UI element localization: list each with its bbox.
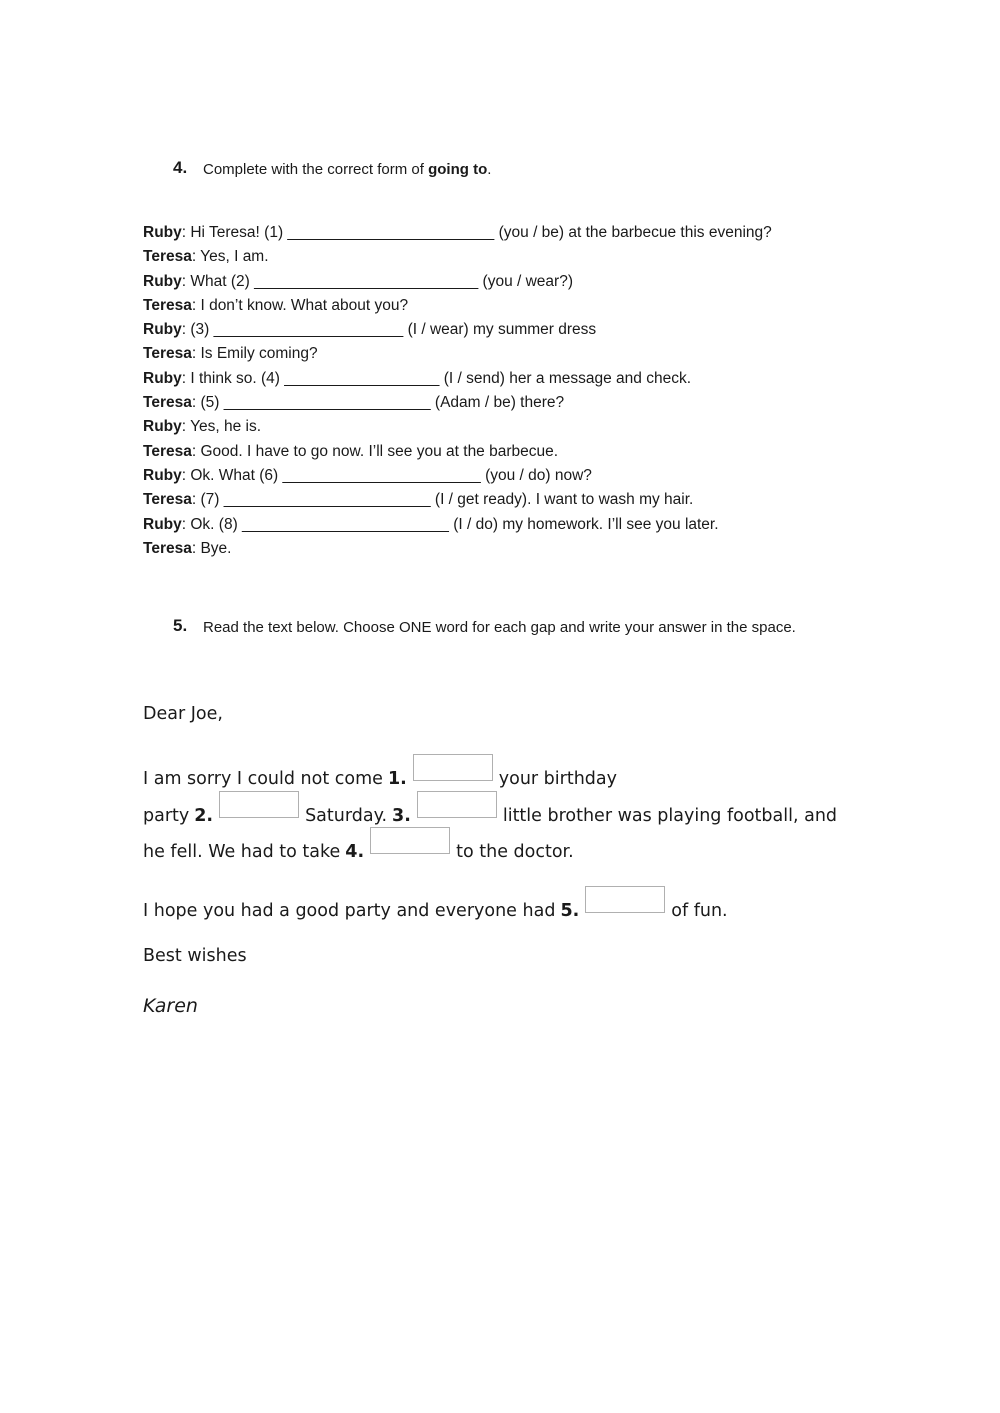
speaker: Teresa <box>143 296 192 314</box>
line-text: : Good. I have to go now. I’ll see you at the barbecue. <box>191 442 559 460</box>
speaker: Teresa <box>143 539 192 557</box>
dialogue-line <box>143 245 903 269</box>
speaker: Ruby <box>143 224 182 241</box>
speaker: Ruby <box>143 418 182 436</box>
dialogue-line <box>143 415 903 439</box>
letter-line-4 <box>143 886 728 921</box>
line-text: : I don’t know. What about you? <box>191 296 409 314</box>
gap-number: 4. <box>345 842 365 862</box>
dialogue-line <box>143 488 903 512</box>
dialogue-line <box>143 221 903 245</box>
speaker: Ruby <box>143 272 182 290</box>
line-text: : Yes, he is. <box>181 418 262 436</box>
gap-input-2[interactable] <box>219 791 299 818</box>
letter-text: to the doctor. <box>456 842 574 862</box>
line-text: : Ok. What (6) _______________________ (you / do) now? <box>181 466 592 484</box>
dialogue-line <box>143 464 903 488</box>
line-text: : (7) ________________________ (I / get ready). I want to wash my hair. <box>191 491 694 509</box>
speaker: Teresa <box>143 442 192 460</box>
question-5-header <box>173 616 833 639</box>
gap-input-5[interactable] <box>585 886 665 913</box>
instruction-text: Complete with the correct form of <box>203 161 429 178</box>
dialogue-line <box>143 513 903 537</box>
line-text: : Hi Teresa! (1) ________________________ (you / be) at the barbecue this evening? <box>181 224 772 241</box>
speaker: Ruby <box>143 321 182 339</box>
line-text: : What (2) __________________________ (you / wear?) <box>181 272 573 290</box>
letter-greeting: Dear Joe, <box>143 704 223 724</box>
gap-number: 1. <box>387 769 407 789</box>
gap-number: 5. <box>560 901 580 921</box>
question-instruction <box>203 158 491 181</box>
line-text: : (5) ________________________ (Adam / be) there? <box>191 394 565 412</box>
speaker: Teresa <box>143 491 192 509</box>
dialogue-line <box>143 270 903 294</box>
question-number: 5. <box>173 616 188 635</box>
letter-signature: Karen <box>143 995 198 1017</box>
speaker: Ruby <box>143 515 182 533</box>
gap-input-1[interactable] <box>413 754 493 781</box>
dialogue-line <box>143 342 903 366</box>
dialogue-line <box>143 391 903 415</box>
question-number: 4. <box>173 158 188 177</box>
dialogue-line <box>143 367 903 391</box>
letter-text: he fell. We had to take <box>143 842 341 862</box>
line-text: : (3) ______________________ (I / wear) my summer dress <box>181 321 597 339</box>
dialogue <box>143 221 903 561</box>
speaker: Teresa <box>143 394 192 412</box>
line-text: : Bye. <box>191 539 232 557</box>
dialogue-line <box>143 537 903 561</box>
speaker: Teresa <box>143 345 192 363</box>
letter-closing: Best wishes <box>143 946 247 966</box>
letter-text: of fun. <box>671 901 728 921</box>
line-text: : Ok. (8) ________________________ (I / do) my homework. I’ll see you later. <box>181 515 719 533</box>
letter-text: party <box>143 806 190 826</box>
letter-line-1 <box>143 754 617 789</box>
letter-line-3 <box>143 827 574 862</box>
line-text: : Is Emily coming? <box>191 345 318 363</box>
gap-input-4[interactable] <box>370 827 450 854</box>
dialogue-line <box>143 440 903 464</box>
gap-input-3[interactable] <box>417 791 497 818</box>
letter-line-2 <box>143 791 837 826</box>
letter-text: I am sorry I could not come <box>143 769 383 789</box>
letter-text: I hope you had a good party and everyone had <box>143 901 556 921</box>
question-4-header <box>173 158 491 181</box>
question-instruction: Read the text below. Choose ONE word for each gap and write your answer in the space. <box>203 619 796 636</box>
speaker: Ruby <box>143 369 182 387</box>
line-text: : Yes, I am. <box>191 248 269 266</box>
instruction-bold: going to <box>428 161 488 178</box>
line-text: : I think so. (4) __________________ (I / send) her a message and check. <box>181 369 691 387</box>
letter-text: little brother was playing football, and <box>502 806 838 826</box>
speaker: Teresa <box>143 248 192 266</box>
gap-number: 2. <box>194 806 214 826</box>
speaker: Ruby <box>143 466 182 484</box>
instruction-suffix: . <box>487 161 492 178</box>
dialogue-line <box>143 318 903 342</box>
letter-text: your birthday <box>498 769 617 789</box>
gap-number: 3. <box>392 806 411 826</box>
dialogue-line <box>143 294 903 318</box>
letter-text: Saturday. <box>305 806 388 826</box>
